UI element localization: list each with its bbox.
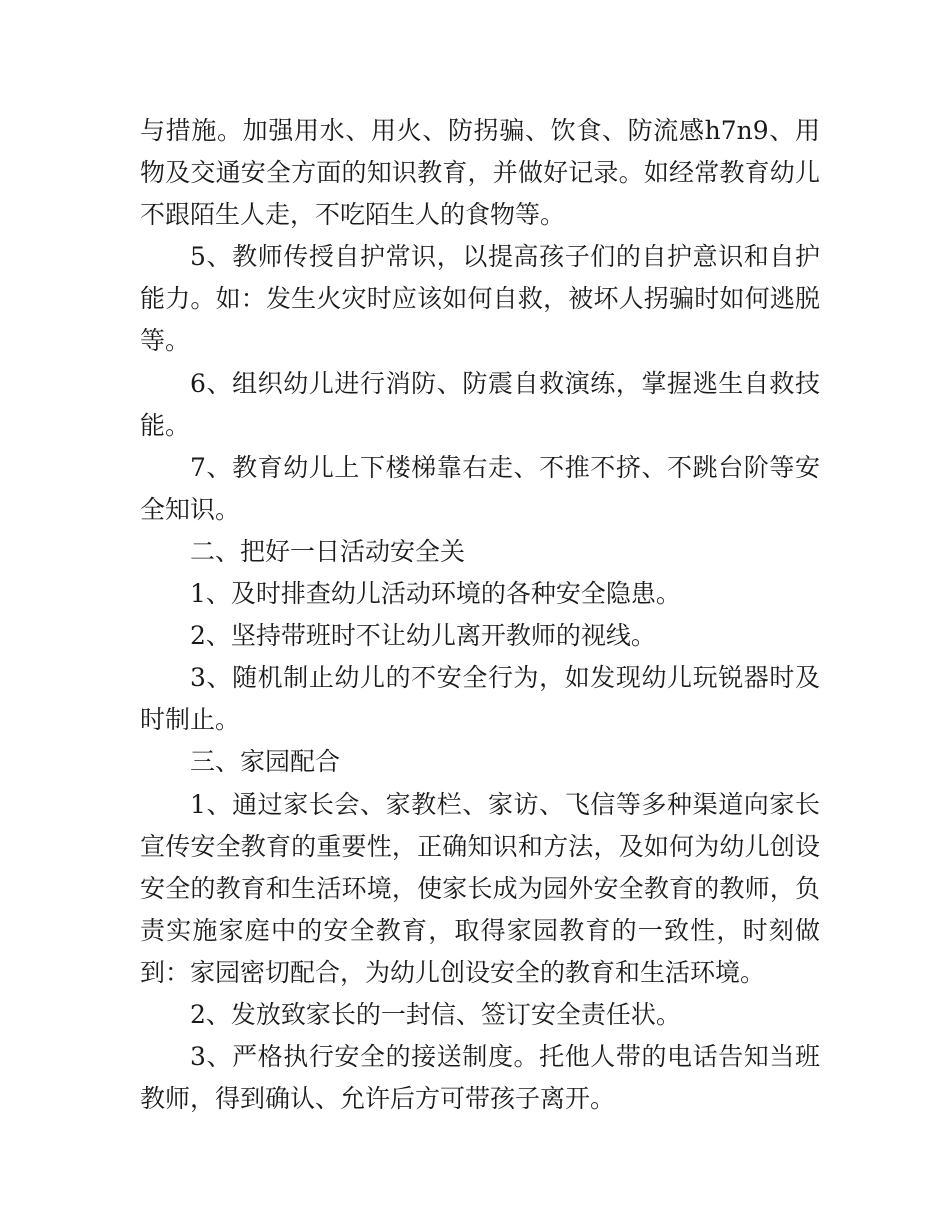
paragraph: 1、通过家长会、家教栏、家访、飞信等多种渠道向家长宣传安全教育的重要性，正确知识和方法，及如何为幼儿创设安全的教育和生活环境，使家长成为园外安全教育的教师，负责实施家庭中的安全教育，取得家园教育的一致性，时刻做到：家园密切配合，为幼儿创设安全的教育和生活环境。 — [140, 789, 820, 987]
paragraph: 3、随机制止幼儿的不安全行为，如发现幼儿玩锐器时及时制止。 — [140, 663, 820, 735]
paragraph: 7、教育幼儿上下楼梯靠右走、不推不挤、不跳台阶等安全知识。 — [140, 452, 820, 524]
paragraph: 6、组织幼儿进行消防、防震自救演练，掌握逃生自救技能。 — [140, 368, 820, 440]
section-heading: 二、把好一日活动安全关 — [190, 536, 466, 566]
paragraph: 2、坚持带班时不让幼儿离开教师的视线。 — [190, 621, 656, 651]
paragraph: 2、发放致家长的一封信、签订安全责任状。 — [190, 999, 681, 1029]
document-body — [140, 110, 820, 1120]
paragraph: 3、严格执行安全的接送制度。托他人带的电话告知当班教师，得到确认、允许后方可带孩子离开。 — [140, 1042, 820, 1114]
paragraph: 1、及时排查幼儿活动环境的各种安全隐患。 — [190, 579, 681, 609]
section-heading: 三、家园配合 — [190, 747, 341, 777]
paragraph: 与措施。加强用水、用火、防拐骗、饮食、防流感h7n9、用物及交通安全方面的知识教育，并做好记录。如经常教育幼儿不跟陌生人走，不吃陌生人的食物等。 — [140, 116, 820, 230]
paragraph: 5、教师传授自护常识，以提高孩子们的自护意识和自护能力。如：发生火灾时应该如何自救，被坏人拐骗时如何逃脱等。 — [140, 242, 820, 356]
